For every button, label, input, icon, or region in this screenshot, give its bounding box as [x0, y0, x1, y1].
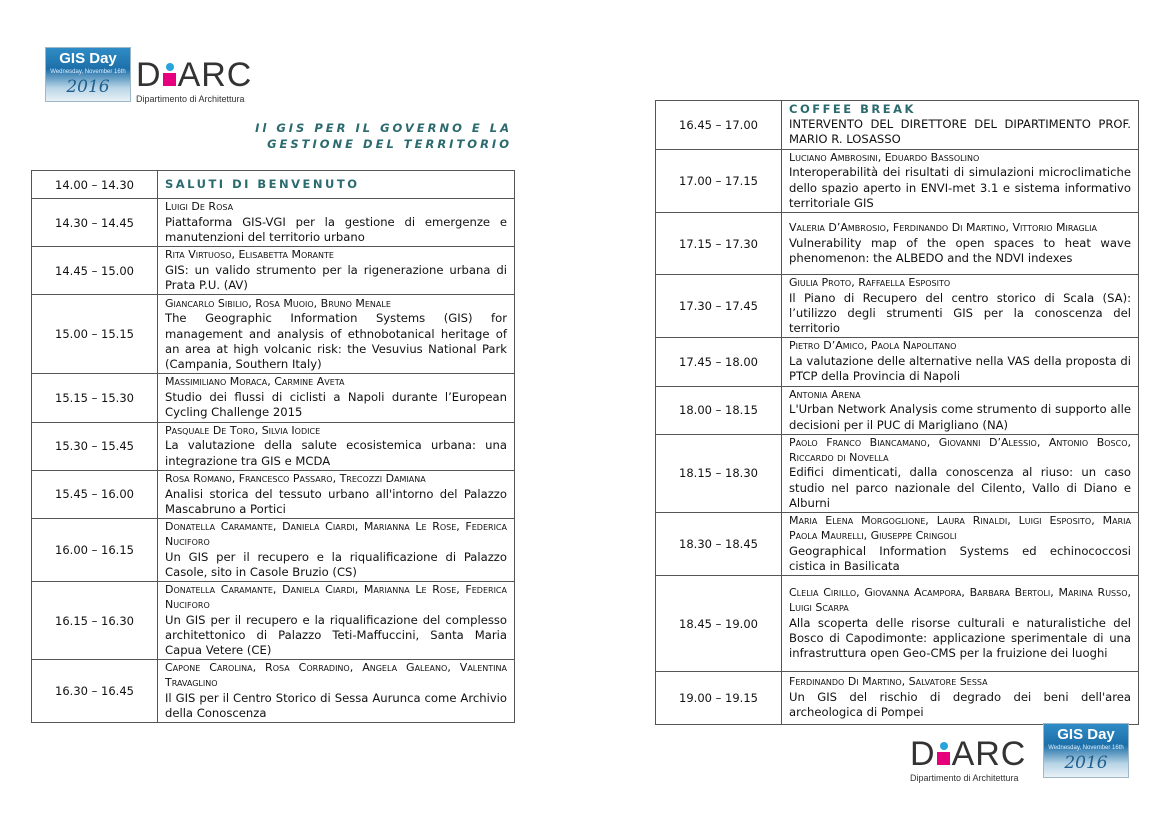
table-row — [656, 149, 1139, 212]
table-row — [32, 295, 515, 374]
page-title — [240, 120, 512, 152]
talk-title: Il GIS per il Centro Storico di Sessa Aurunca come Archivio della Conoscenza — [165, 690, 507, 721]
table-row — [32, 199, 515, 247]
diarc-mark-icon — [163, 73, 176, 86]
left-program-table — [31, 170, 515, 723]
time-cell: 18.15 – 18.30 — [656, 434, 782, 512]
talk-authors: Luciano Ambrosini, Eduardo Bassolino — [789, 150, 980, 164]
diarc-mark-icon — [937, 752, 950, 765]
table-row — [32, 519, 515, 582]
diarc-letter-d: D — [910, 735, 936, 773]
table-row — [656, 386, 1139, 434]
talk-authors: Rosa Romano, Francesco Passaro, Trecozzi Damiana — [165, 471, 426, 485]
time-cell: 18.30 – 18.45 — [656, 513, 782, 576]
diarc-letter-d: D — [136, 56, 162, 94]
talk-title: Vulnerability map of the open spaces to heat wave phenomenon: the ALBEDO and the NDVI indexes — [789, 235, 1131, 265]
talk-title: Edifici dimenticati, dalla conoscenza al riuso: un caso studio nel parco nazionale del Cilento, Vallo di Diano e Alburni — [789, 465, 1131, 510]
session-heading: SALUTI DI BENVENUTO — [165, 176, 360, 191]
gis-day-title: GIS Day — [1057, 726, 1115, 743]
table-row — [32, 247, 515, 295]
table-row — [656, 434, 1139, 512]
gis-day-year: 2016 — [66, 77, 110, 97]
table-row — [32, 582, 515, 660]
talk-title: Il Piano di Recupero del centro storico di Scala (SA): l’utilizzo degli strumenti GIS per la conoscenza del territorio — [789, 290, 1131, 336]
time-cell: 17.45 – 18.00 — [656, 338, 782, 386]
time-cell: 17.15 – 17.30 — [656, 213, 782, 275]
talk-authors: Antonia Arena — [789, 387, 861, 401]
department-name: Dipartimento di Architettura — [910, 773, 1019, 783]
talk-title: Interoperabilità dei risultati di simulazioni microclimatiche dello spazio aperto in ENVI-met 3.1 e sistema informativo territoriale GIS — [789, 165, 1131, 210]
gis-day-subtitle: Wednesday, November 16th — [1048, 745, 1124, 751]
talk-authors: Ferdinando Di Martino, Salvatore Sessa — [789, 675, 988, 689]
time-cell: 18.00 – 18.15 — [656, 386, 782, 434]
talk-authors: Donatella Caramante, Daniela Ciardi, Marianna Le Rose, Federica Nuciforo — [165, 583, 507, 611]
time-cell: 16.00 – 16.15 — [32, 519, 158, 582]
title-line-1: Il GIS PER IL GOVERNO E LA — [255, 121, 512, 135]
time-cell: 14.00 – 14.30 — [32, 171, 158, 199]
talk-authors: Luigi De Rosa — [165, 200, 234, 213]
table-row — [656, 101, 1139, 150]
gis-day-subtitle: Wednesday, November 16th — [50, 69, 126, 75]
talk-title: GIS: un valido strumento per la rigenerazione urbana di Prata P.U. (AV) — [165, 263, 507, 293]
time-cell: 14.30 – 14.45 — [32, 199, 158, 247]
gis-day-year: 2016 — [1064, 753, 1108, 773]
table-row — [32, 470, 515, 518]
gis-day-title: GIS Day — [59, 50, 117, 67]
talk-title: The Geographic Information Systems (GIS) for management and analysis of ethnobotanical heritage of an area at high volcanic risk: the Vesuvius National Park (Campania, Southern Italy) — [165, 311, 507, 371]
talk-title: La valutazione delle alternative nella VAS della proposta di PTCP della Provincia di Napoli — [789, 354, 1131, 384]
table-row — [656, 513, 1139, 576]
time-cell: 19.00 – 19.15 — [656, 672, 782, 725]
diarc-letters-arc: ARC — [177, 56, 253, 94]
time-cell: 15.15 – 15.30 — [32, 374, 158, 422]
table-row — [656, 576, 1139, 672]
time-cell: 15.30 – 15.45 — [32, 422, 158, 470]
talk-title: L'Urban Network Analysis come strumento di supporto alle decisioni per il PUC di Marigliano (NA) — [789, 402, 1131, 432]
talk-authors: Maria Elena Morgoglione, Laura Rinaldi, Luigi Esposito, Maria Paola Maurelli, Giuseppe Cringoli — [789, 514, 1131, 542]
talk-title: Un GIS del rischio di degrado dei beni dell'area archeologica di Pompei — [789, 690, 1131, 720]
talk-authors: Capone Carolina, Rosa Corradino, Angela Galeano, Valentina Travaglino — [165, 661, 507, 690]
time-cell: 14.45 – 15.00 — [32, 247, 158, 295]
table-row — [32, 422, 515, 470]
table-row — [32, 374, 515, 422]
table-row — [656, 213, 1139, 275]
table-row — [32, 660, 515, 723]
title-line-2: GESTIONE DEL TERRITORIO — [267, 137, 512, 151]
session-heading: COFFEE BREAK — [789, 102, 916, 116]
talk-authors: Giancarlo Sibilio, Rosa Muoio, Bruno Menale — [165, 296, 391, 310]
talk-title: La valutazione della salute ecosistemica urbana: una integrazione tra GIS e MCDA — [165, 438, 507, 468]
time-cell: 17.30 – 17.45 — [656, 275, 782, 338]
table-row — [656, 672, 1139, 725]
department-name: Dipartimento di Architettura — [136, 94, 245, 104]
table-row — [656, 275, 1139, 338]
talk-title: Analisi storica del tessuto urbano all'intorno del Palazzo Mascabruno a Portici — [165, 486, 507, 516]
time-cell: 15.00 – 15.15 — [32, 295, 158, 374]
talk-title: Studio dei flussi di ciclisti a Napoli durante l’European Cycling Challenge 2015 — [165, 390, 507, 420]
talk-authors: Paolo Franco Biancamano, Giovanni D’Alessio, Antonio Bosco, Riccardo di Novella — [789, 435, 1131, 464]
right-program-table — [655, 100, 1139, 725]
gis-day-logo — [45, 47, 131, 102]
talk-title: Un GIS per il recupero e la riqualificazione del complesso architettonico di Palazzo Teti-Maffuccini, Santa Maria Capua Vetere (CE) — [165, 612, 507, 658]
talk-title: Alla scoperta delle risorse culturali e naturalistiche del Bosco di Capodimonte: applicazione sperimentale di una infrastruttura open Geo-CMS per la fruizione dei luoghi — [789, 615, 1131, 660]
talk-authors: Massimiliano Moraca, Carmine Aveta — [165, 375, 345, 389]
diarc-logo-bottom — [910, 737, 1026, 783]
talk-title: Un GIS per il recupero e la riqualificazione di Palazzo Casole, sito in Casole Bruzio (CS) — [165, 549, 507, 579]
time-cell: 16.30 – 16.45 — [32, 660, 158, 723]
talk-authors: Pasquale De Toro, Silvia Iodice — [165, 423, 321, 437]
table-row — [656, 338, 1139, 386]
talk-title: Geographical Information Systems ed echinococcosi cistica in Basilicata — [789, 543, 1131, 573]
gis-day-logo-bottom — [1043, 723, 1129, 778]
talk-title: INTERVENTO DEL DIRETTORE DEL DIPARTIMENTO PROF. MARIO R. LOSASSO — [789, 117, 1131, 147]
talk-title: Piattaforma GIS-VGI per la gestione di emergenze e manutenzioni del territorio urbano — [165, 214, 507, 244]
talk-authors: Rita Virtuoso, Elisabetta Morante — [165, 248, 334, 262]
time-cell: 16.45 – 17.00 — [656, 101, 782, 150]
talk-authors: Clelia Cirillo, Giovanna Acampora, Barbara Bertoli, Marina Russo, Luigi Scarpa — [789, 585, 1131, 614]
talk-authors: Valeria D’Ambrosio, Ferdinando Di Martino, Vittorio Miraglia — [789, 220, 1097, 234]
time-cell: 18.45 – 19.00 — [656, 576, 782, 672]
talk-authors: Donatella Caramante, Daniela Ciardi, Marianna Le Rose, Federica Nuciforo — [165, 520, 507, 548]
talk-authors: Pietro D’Amico, Paola Napolitano — [789, 339, 957, 353]
talk-authors: Giulia Proto, Raffaella Esposito — [789, 276, 951, 290]
time-cell: 16.15 – 16.30 — [32, 582, 158, 660]
diarc-logo — [136, 58, 252, 104]
table-row — [32, 171, 515, 199]
time-cell: 15.45 – 16.00 — [32, 470, 158, 518]
time-cell: 17.00 – 17.15 — [656, 149, 782, 212]
diarc-letters-arc: ARC — [951, 735, 1027, 773]
